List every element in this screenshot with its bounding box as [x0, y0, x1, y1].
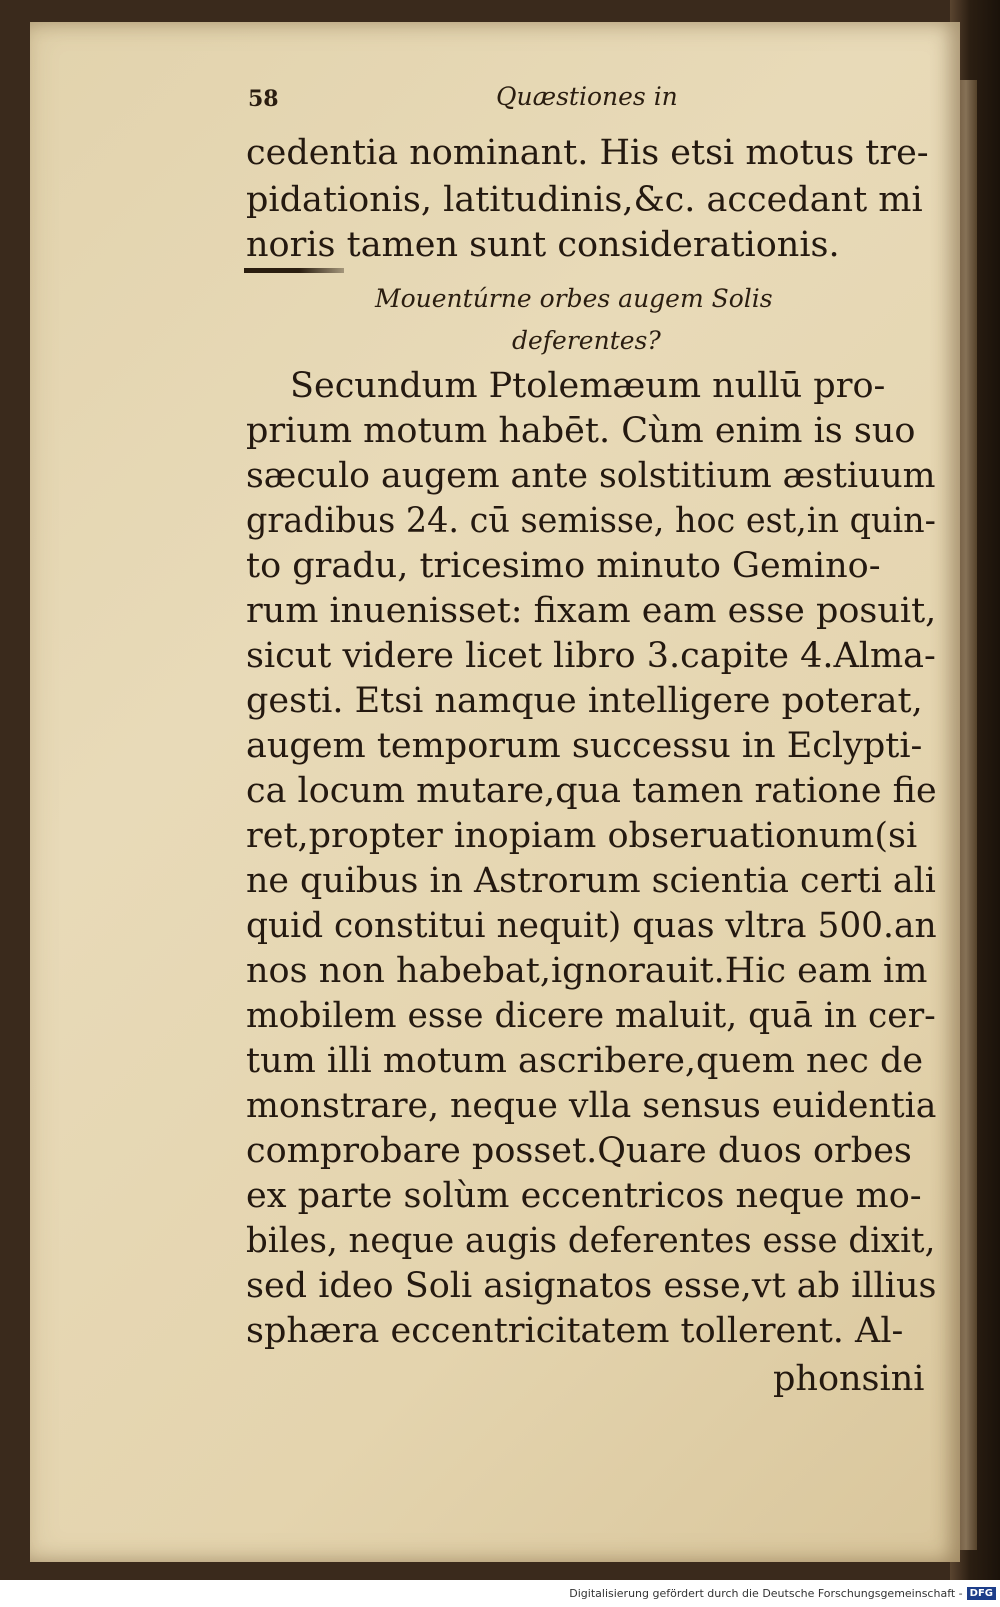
body-line: ret,propter inopiam obseruationum(si	[246, 816, 918, 856]
section-rule	[244, 268, 344, 273]
section-heading-line: deferentes?	[512, 326, 661, 355]
digitization-footer	[0, 1580, 1000, 1607]
catchword: phonsini	[773, 1359, 925, 1399]
page-number: 58	[248, 86, 279, 112]
body-line: monstrare, neque vlla sensus euidentia	[246, 1086, 937, 1126]
intro-line: noris tamen sunt considerationis.	[246, 225, 840, 265]
body-line: gesti. Etsi namque intelligere poterat,	[246, 681, 923, 721]
body-line: ex parte solùm eccentricos neque mo-	[246, 1176, 922, 1216]
section-heading-line: Mouentúrne orbes augem Solis	[375, 284, 773, 313]
body-line: Secundum Ptolemæum nullū pro-	[290, 366, 886, 406]
body-line: biles, neque augis deferentes esse dixit,	[246, 1221, 936, 1261]
body-line: mobilem esse dicere maluit, quā in cer-	[246, 996, 936, 1036]
body-line: sæculo augem ante solstitium æstiuum	[246, 456, 936, 496]
body-line: comprobare posset.Quare duos orbes	[246, 1131, 912, 1171]
intro-line: cedentia nominant. His etsi motus tre-	[246, 133, 929, 173]
body-line: tum illi motum ascribere,quem nec de	[246, 1041, 924, 1081]
body-line: prium motum habēt. Cùm enim is suo	[246, 411, 916, 451]
body-line: nos non habebat,ignorauit.Hic eam im	[246, 951, 928, 991]
intro-line: pidationis, latitudinis,&c. accedant mi	[246, 180, 923, 220]
footer-credit: Digitalisierung gefördert durch die Deutsche Forschungsgemeinschaft -	[569, 1587, 963, 1600]
body-line: ne quibus in Astrorum scientia certi ali	[246, 861, 936, 901]
body-line: sphæra eccentricitatem tollerent. Al-	[246, 1311, 904, 1351]
body-line: gradibus 24. cū semisse, hoc est,in quin-	[246, 501, 936, 541]
body-line: sicut videre licet libro 3.capite 4.Alma-	[246, 636, 936, 676]
dfg-logo: DFG	[967, 1587, 996, 1600]
running-head: Quæstiones in	[496, 82, 678, 111]
body-line: augem temporum successu in Eclypti-	[246, 726, 923, 766]
body-line: quid constitui nequit) quas vltra 500.an	[246, 906, 937, 946]
body-line: ca locum mutare,qua tamen ratione fie	[246, 771, 937, 811]
body-line: rum inuenisset: fixam eam esse posuit,	[246, 591, 937, 631]
body-line: to gradu, tricesimo minuto Gemino-	[246, 546, 881, 586]
body-line: sed ideo Soli asignatos esse,vt ab illius	[246, 1266, 937, 1306]
